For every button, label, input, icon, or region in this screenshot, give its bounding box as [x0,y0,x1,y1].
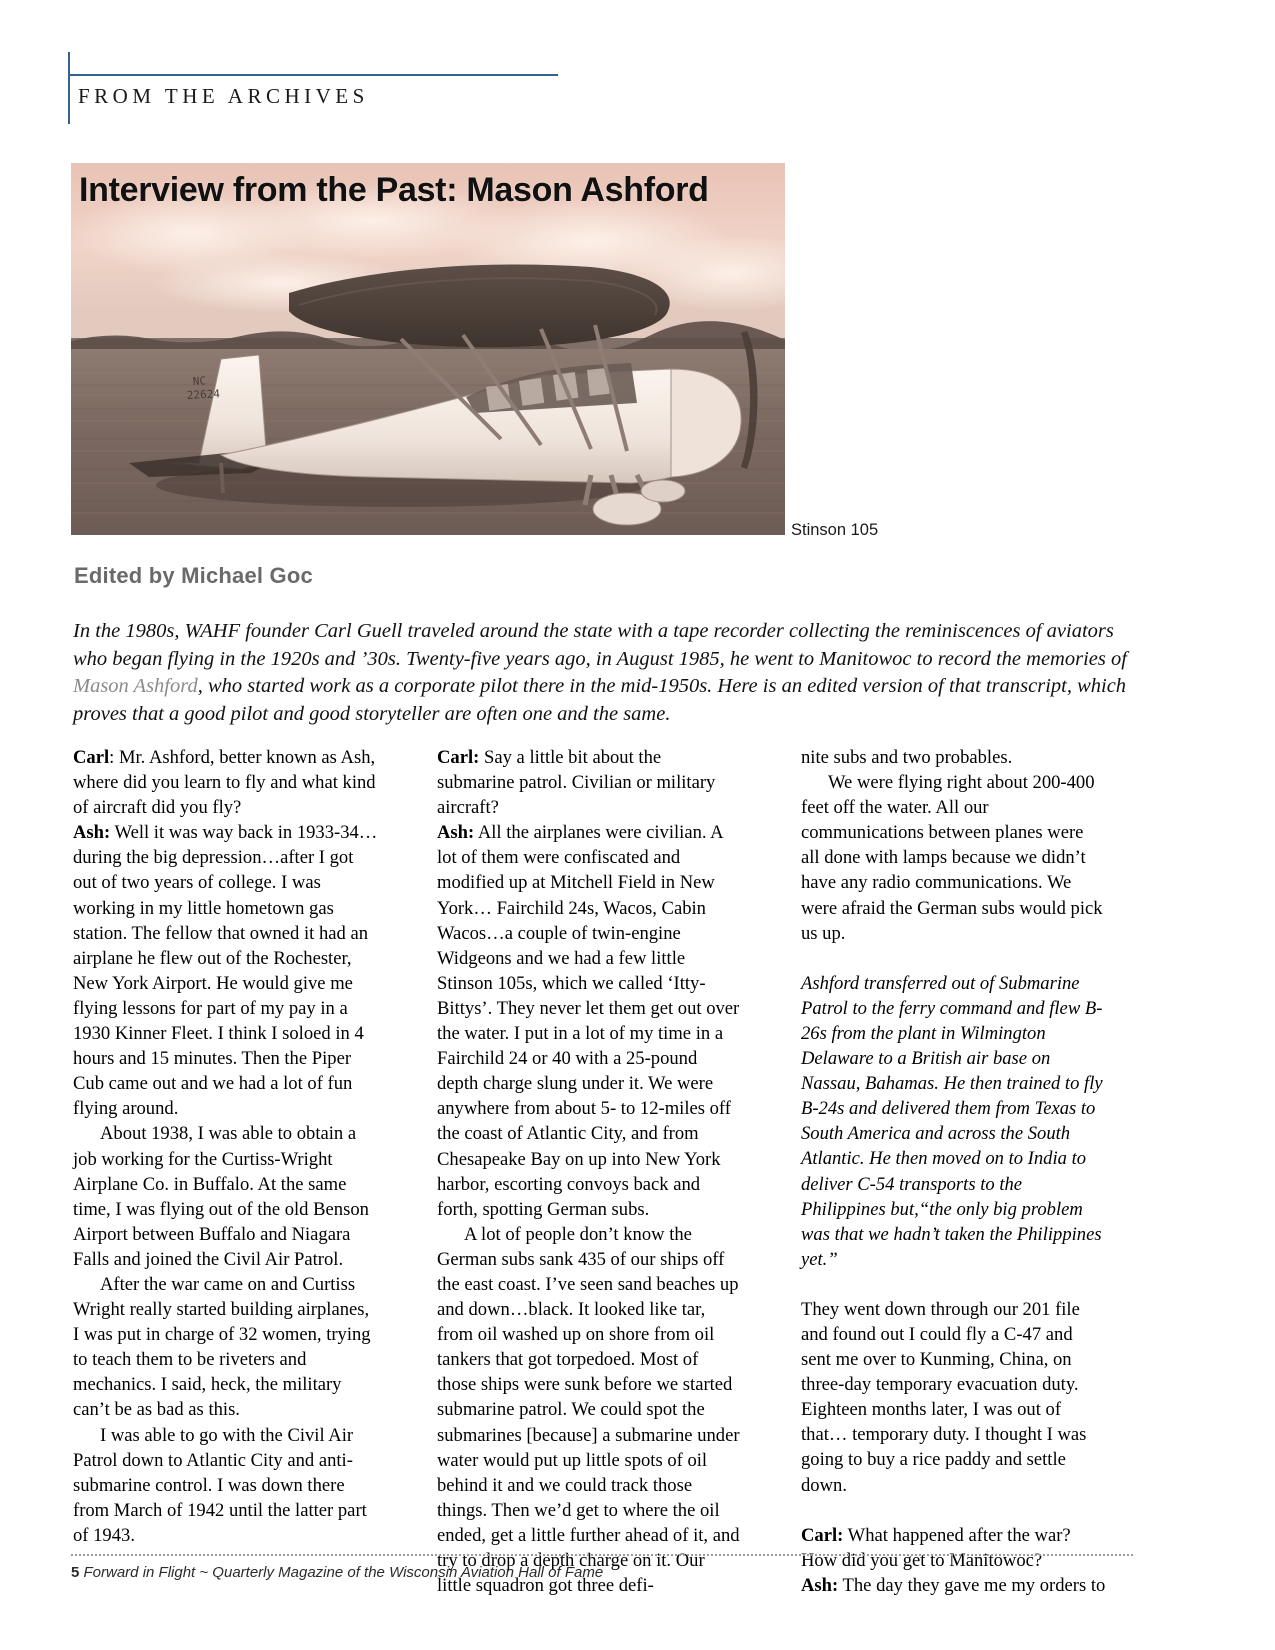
speaker-label: Carl [73,747,110,768]
column-3 [801,745,1106,1596]
header-vertical-rule [68,52,70,124]
paragraph [801,971,1106,1272]
speaker-label: Ash: [73,822,111,844]
paragraph-text: We were flying right about 200-400 feet off the water. All our communications between planes were all done with lamps because we didn’t have any radio communications. We were afraid the German subs would pick us up. [801,772,1103,944]
footer-divider [71,1554,1133,1556]
column-2 [437,745,742,1597]
paragraph-text: Mr. Ashford, better known as Ash, where did you learn to fly and what kind of aircraft did you fly? [73,747,376,819]
paragraph-text: nite subs and two probables. [801,747,1013,768]
column-1 [73,745,378,1546]
paragraph: Carl: Mr. Ashford, better known as Ash, where did you learn to fly and what kind of aircraft did you fly? [73,747,376,819]
page-number: 5 [71,1564,80,1581]
header-horizontal-rule [68,74,558,76]
svg-text:NC: NC [192,374,207,388]
article-byline: Edited by Michael Goc [74,563,313,588]
speaker-label: Ash: [801,1574,839,1596]
article-deck [73,618,1135,728]
paragraph [73,1121,378,1272]
paragraph [801,1297,1106,1498]
paragraph [801,770,1106,946]
paragraph [437,1222,742,1598]
paragraph [801,1523,1106,1573]
deck-subject-name: Mason Ashford [73,675,198,697]
paragraph-text: About 1938, I was able to obtain a job working for the Curtiss-Wright Airplane Co. in Buffalo. At the same time, I was flying out of the old Benson Airport between Buffalo and Niagara Falls and joined the Civil Air Patrol. [73,1123,369,1270]
photo-caption: Stinson 105 [791,521,879,539]
paragraph [73,1272,378,1423]
paragraph [73,820,378,1121]
photo-illustration [71,163,785,535]
paragraph-text: After the war came on and Curtiss Wright really started building airplanes, I was put in charge of 32 women, trying to teach them to be riveters and mechanics. I said, heck, the military can’t be as bad as this. [73,1273,371,1421]
footer-publication: Forward in Flight ~ Quarterly Magazine of the Wisconsin Aviation Hall of Fame [79,1564,604,1581]
deck-part-1: In the 1980s, WAHF founder Carl Guell traveled around the state with a tape recorder collecting the reminiscences of aviators who began flying in the 1920s and ’30s. Twenty-five years ago, in August 1985, he went to Manitowoc to record the memories of [73,620,1127,670]
speaker-label: Carl: [437,747,480,768]
paragraph-text: I was able to go with the Civil Air Patrol down to Atlantic City and anti-submarine control. I was down there from March of 1942 until the latter part of 1943. [73,1424,367,1546]
speaker-label: Ash: [437,822,475,844]
paragraph [437,820,742,1222]
section-kicker: FROM THE ARCHIVES [78,84,369,108]
paragraph-text: Ashford transferred out of Submarine Patrol to the ferry command and flew B-26s from the plant in Wilmington Delaware to a British air base on Nassau, Bahamas. He then trained to fly B-24s and delivered them from Texas to South America and across the South Atlantic. He then moved on to India to deliver C-54 transports to the Philippines but,“the only big problem was that we hadn’t taken the Philippines yet.” [801,972,1103,1270]
paragraph-text: They went down through our 201 file and found out I could fly a C-47 and sent me over to Kunming, China, on three-day temporary evacuation duty. Eighteen months later, I was out of that… temporary duty. I thought I was going to buy a rice paddy and settle down. [801,1298,1087,1496]
paragraph-text: Well it was way back in 1933-34… during the big depression…after I got out of two years of college. I was working in my little hometown gas station. The fellow that owned it had an airplane he flew out of the Rochester, New York Airport. He would give me flying lessons for part of my pay in a 1930 Kinner Fleet. I think I soloed in 4 hours and 15 minutes. Then the Piper Cub came out and we had a lot of fun flying around. [73,822,378,1120]
paragraph-text: What happened after the war? How did you get to Manitowoc? [801,1524,1071,1571]
speaker-label: Carl: [801,1524,844,1546]
stinson-105-photo [71,163,785,535]
paragraph [437,745,742,820]
paragraph [73,1423,378,1548]
paragraph-text: A lot of people don’t know the German subs sank 435 of our ships off the east coast. I’ve seen sand beaches up and down…black. It looked like tar, from oil washed up on shore from oil tankers that got torpedoed. Most of those ships were sunk before we started submarine patrol. We could spot the submarines [because] a submarine under water would put up little spots of oil behind it and we could track those things. Then we’d get to where the oil ended, get a little further ahead of it, and try to drop a depth charge on it. Our little squadron got three defi- [437,1223,740,1597]
deck-part-2: , who started work as a corporate pilot there in the mid-1950s. Here is an edited version of that transcript, which proves that a good pilot and good storyteller are often one and the same. [73,675,1127,725]
article-headline: Interview from the Past: Mason Ashford [79,171,709,209]
paragraph [801,1573,1106,1598]
paragraph [801,745,1106,770]
article-photo-block [71,163,785,535]
footer-credit [71,1564,603,1581]
paragraph-text: All the airplanes were civilian. A lot of them were confiscated and modified up at Mitchell Field in New York… Fairchild 24s, Wacos, Cabin Wacos…a couple of twin-engine Widgeons and we had a few little Stinson 105s, which we called ‘Itty-Bittys’. They never let them get out over the water. I put in a lot of my time in a Fairchild 24 or 40 with a 25-pound depth charge slung under it. We were anywhere from about 5- to 12-miles off the coast of Atlantic City, and from Chesapeake Bay on up into New York harbor, escorting convoys back and forth, spotting German subs. [437,822,740,1220]
paragraph-text: The day they gave me my orders to [842,1574,1106,1596]
paragraph-text: Say a little bit about the submarine patrol. Civilian or military aircraft? [437,747,716,819]
section-header [68,52,1128,132]
svg-text:22624: 22624 [186,387,221,402]
